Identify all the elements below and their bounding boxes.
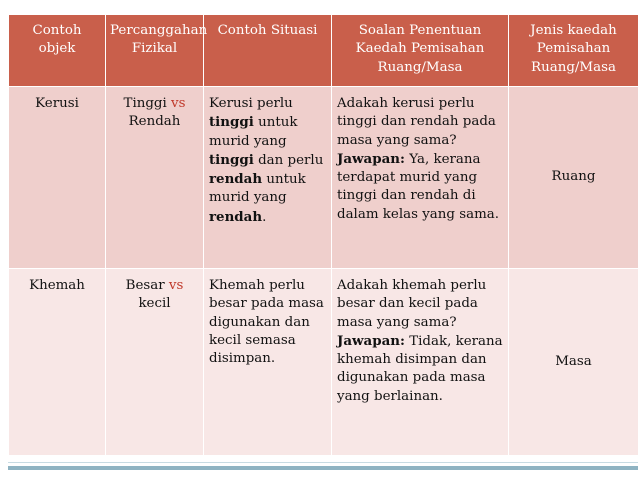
answer-label: Jawapan: <box>337 332 405 349</box>
question-text: Adakah khemah perlu besar dan kecil pada masa yang sama? <box>337 278 487 330</box>
cell-situation: Khemah perlu besar pada masa digunakan dan kecil semasa disimpan. <box>204 269 332 456</box>
answer-text: Tidak, kerana khemah disimpan dan digunakan pada masa yang berlainan. <box>337 333 503 404</box>
cell-contradiction <box>106 269 204 456</box>
cell-method: Masa <box>509 269 638 456</box>
cell-object: Khemah <box>9 269 106 456</box>
table-row <box>9 269 638 456</box>
cell-question <box>332 87 509 269</box>
situation-bold: tinggi <box>209 151 254 168</box>
question-text: Adakah kerusi perlu tinggi dan rendah pada masa yang sama? <box>337 96 496 148</box>
situation-text: dan perlu <box>253 152 324 168</box>
situation-bold: rendah <box>209 208 263 225</box>
contradiction-a: Besar <box>125 278 165 293</box>
contradiction-a: Tinggi <box>123 96 167 111</box>
cell-contradiction <box>106 87 204 269</box>
situation-text: untuk murid yang <box>209 172 306 206</box>
header-row <box>9 15 638 87</box>
situation-text: untuk murid yang <box>209 115 298 149</box>
footer-divider <box>8 466 638 470</box>
vs-label: vs <box>171 96 186 111</box>
header-question: Soalan Penentuan Kaedah Pemisahan Ruang/Masa <box>332 15 509 87</box>
cell-method: Ruang <box>509 87 638 269</box>
vs-label: vs <box>168 278 184 293</box>
comparison-table-wrapper <box>8 14 638 456</box>
situation-text: Kerusi perlu <box>209 96 293 111</box>
separation-method-table <box>8 14 638 456</box>
footer-divider-light <box>8 462 638 463</box>
contradiction-b: kecil <box>138 296 171 312</box>
answer-text: Ya, kerana terdapat murid yang tinggi dan rendah di dalam kelas yang sama. <box>337 151 500 222</box>
cell-object: Kerusi <box>9 87 106 269</box>
header-contradiction: Percanggahan Fizikal <box>106 15 204 87</box>
cell-question <box>332 269 509 456</box>
header-method: Jenis kaedah Pemisahan Ruang/Masa <box>509 15 638 87</box>
situation-text: . <box>262 209 267 225</box>
situation-bold: rendah <box>209 171 263 188</box>
header-situation: Contoh Situasi <box>204 15 332 87</box>
answer-label: Jawapan: <box>337 150 405 167</box>
table-row <box>9 87 638 269</box>
header-object: Contoh objek <box>9 15 106 87</box>
situation-bold: tinggi <box>209 114 254 131</box>
contradiction-b: Rendah <box>128 114 181 130</box>
cell-situation <box>204 87 332 269</box>
